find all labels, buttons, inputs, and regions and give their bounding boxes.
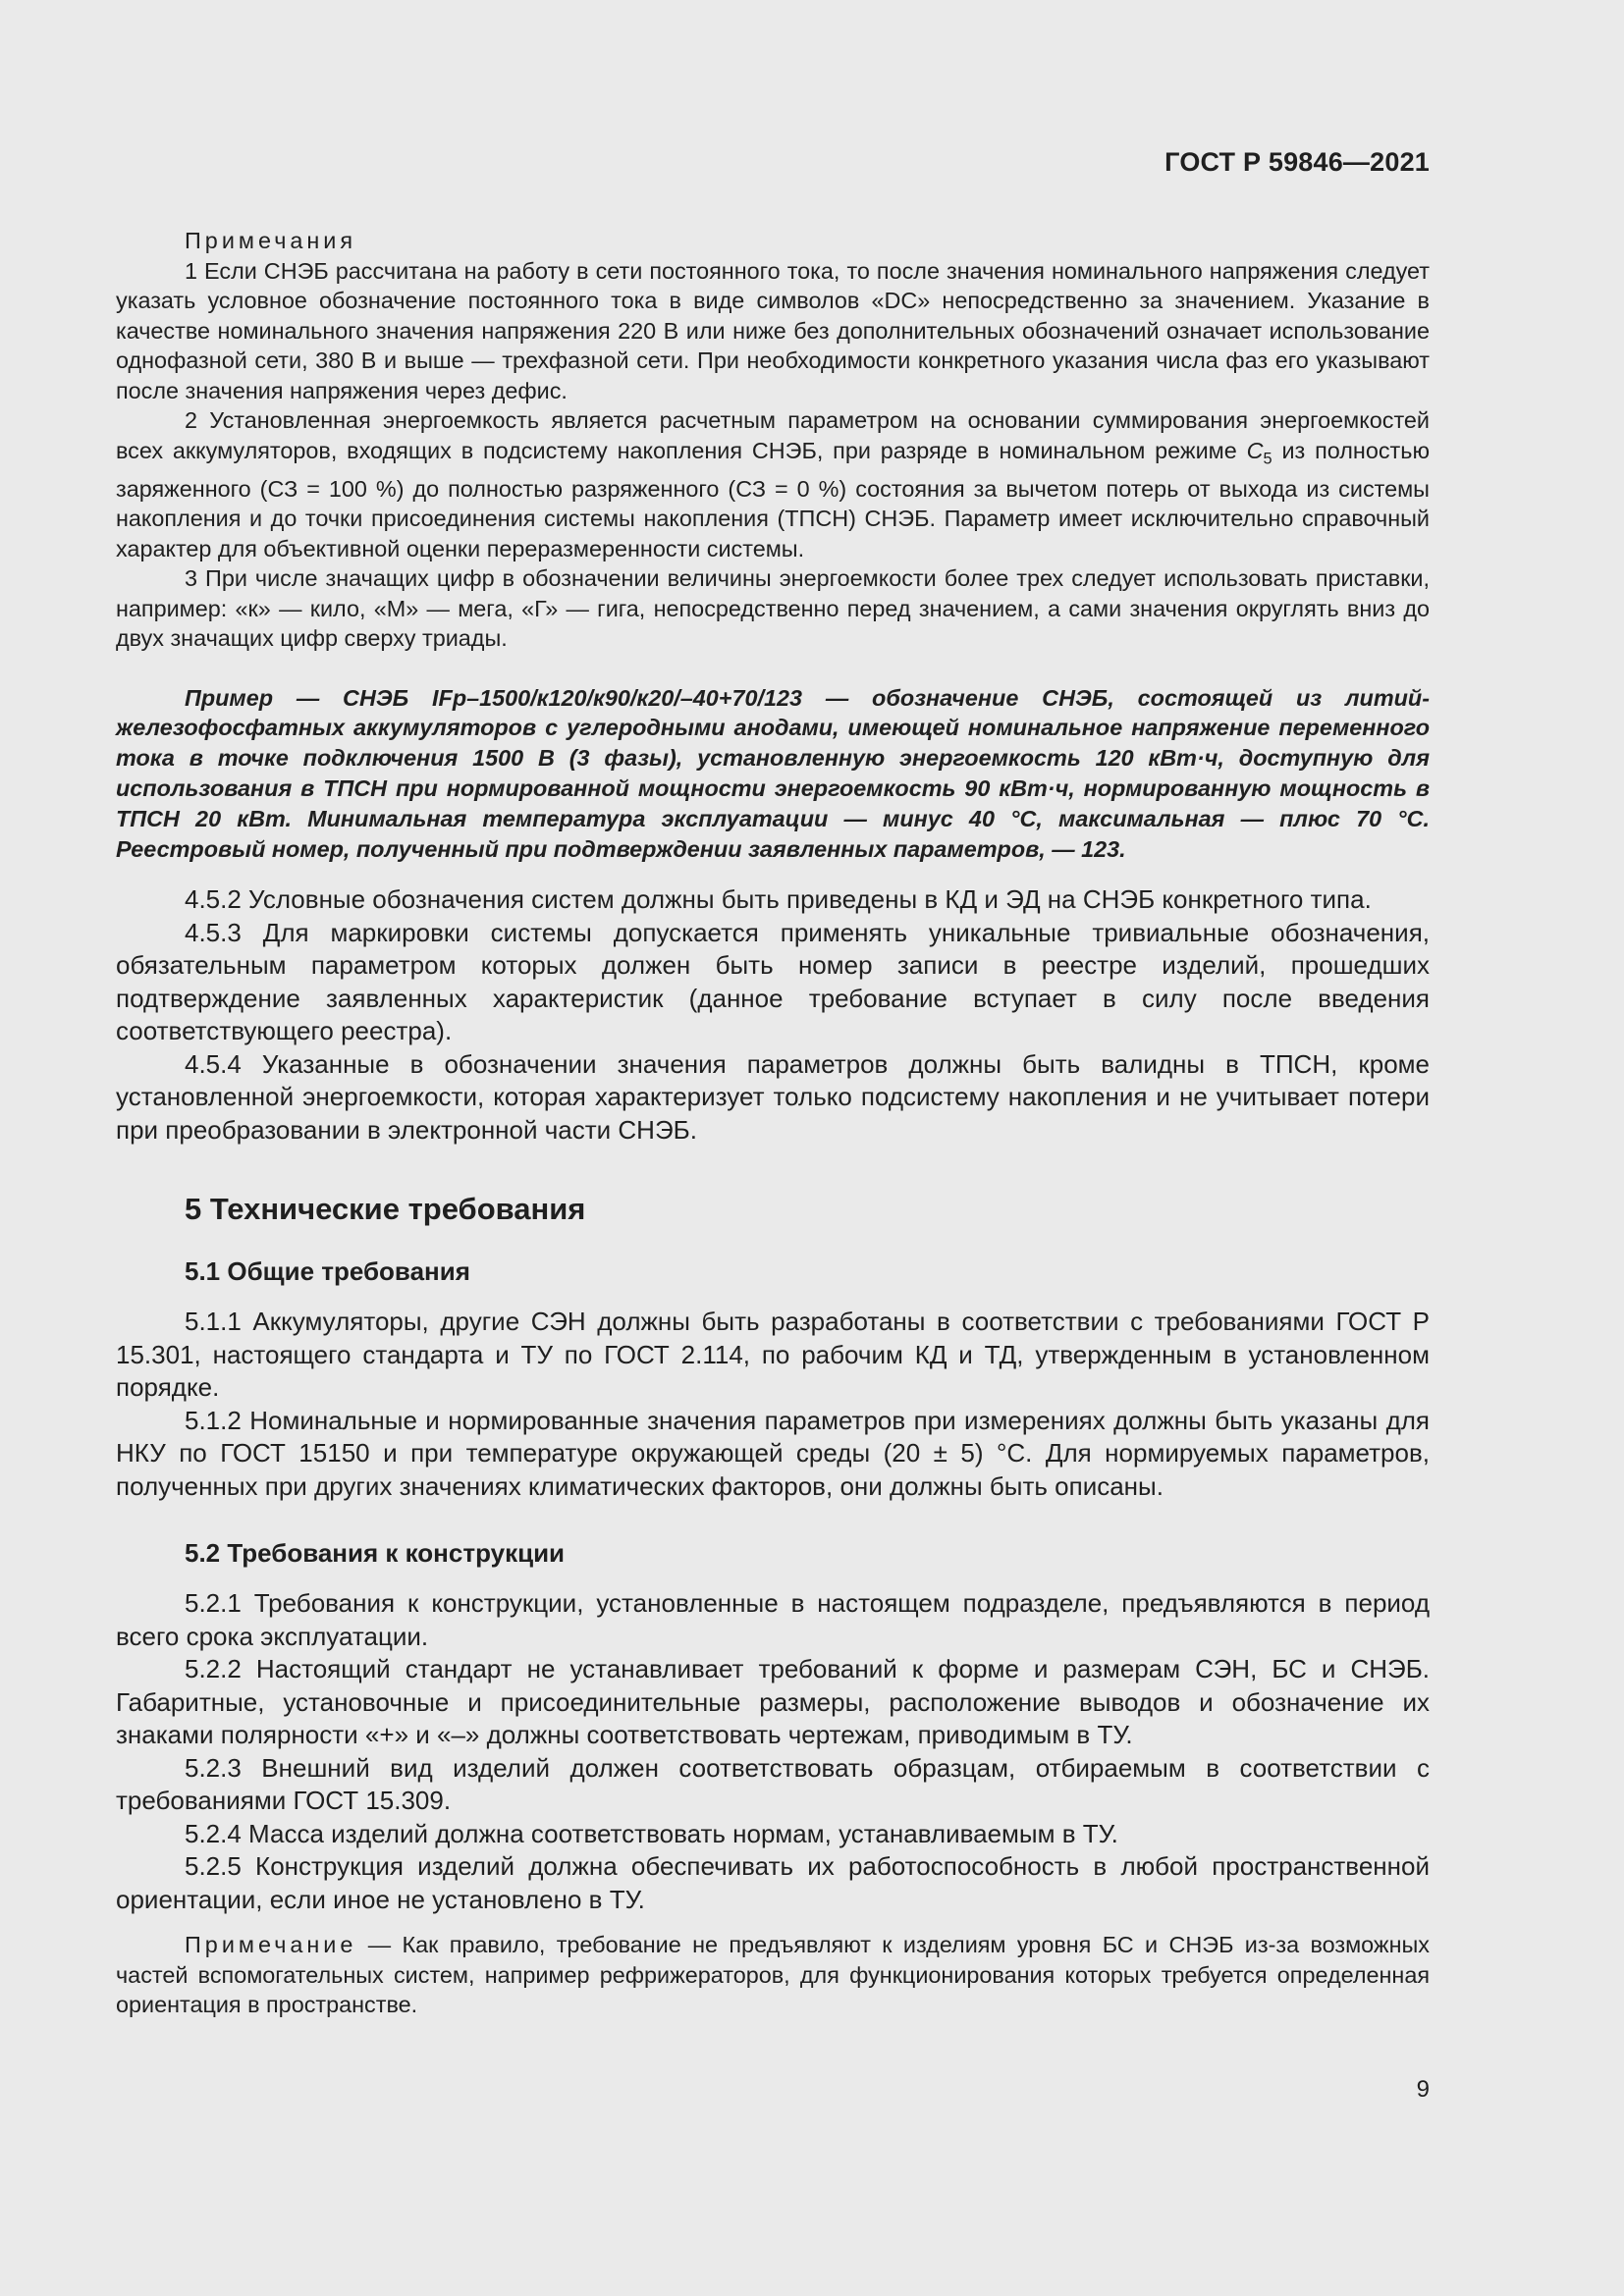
note-2-text-after: из полностью заряженного (СЗ = 100 %) до полностью разряженного (СЗ = 0 %) состояния за вычетом потерь от выхода из системы накопления и до точки присоединения системы накопления (ТПСН) СНЭБ. Параметр имеет исключительно справочный характер для объективной оценки переразмеренности системы. [116, 437, 1430, 561]
paragraph-4-5-3: 4.5.3 Для маркировки системы допускается применять уникальные тривиальные обозначения, обязательным параметром которых должен быть номер записи в реестре изделий, прошедших подтверждение заявленных характеристик (данное требование вступает в силу после введения соответствующего реестра). [116, 917, 1430, 1046]
note-1: 1 Если СНЭБ рассчитана на работу в сети постоянного тока, то после значения номинального напряжения следует указать условное обозначение постоянного тока в виде символов «DC» непосредственно за значением. Указание в качестве номинального значения напряжения 220 В или ниже без дополнительных обозначений означает использование однофазной сети, 380 В и выше — трехфазной сети. При необходимости конкретного указания числа фаз его указывают после значения напряжения через дефис. [116, 257, 1430, 403]
paragraph-5-2-5: 5.2.5 Конструкция изделий должна обеспечивать их работоспособность в любой пространственной ориентации, если иное не установлено в ТУ. [116, 1851, 1430, 1914]
subsection-5-2-heading: 5.2 Требования к конструкции [185, 1538, 566, 1569]
paragraph-5-2-4: 5.2.4 Масса изделий должна соответствовать нормам, устанавливаемым в ТУ. [185, 1818, 1118, 1848]
example-block: Пример — СНЭБ IFp–1500/к120/к90/к20/–40+70/123 — обозначение СНЭБ, состоящей из литий-железофосфатных аккумуляторов с углеродными анодами, имеющей номинальное напряжение переменного тока в точке подключения 1500 В (3 фазы), установленную энергоемкость 120 кВт·ч, доступную для использования в ТПСН при нормированной мощности энергоемкость 90 кВт·ч, нормированную мощность в ТПСН 20 кВт. Минимальная температура эксплуатации — минус 40 °С, максимальная — плюс 70 °С. Реестровый номер, полученный при подтверждении заявленных параметров, — 123. [116, 684, 1430, 862]
paragraph-4-5-4: 4.5.4 Указанные в обозначении значения параметров должны быть валидны в ТПСН, кроме установленной энергоемкости, которая характеризует только подсистему накопления и не учитывает потери при преобразовании в электронной части СНЭБ. [116, 1048, 1430, 1145]
c5-symbol: C [1246, 437, 1264, 463]
page-content [116, 226, 1430, 2020]
notes-block [116, 226, 1430, 654]
section-4-5-paragraphs [116, 883, 1430, 1147]
note-2 [116, 405, 1430, 563]
note-3: 3 При числе значащих цифр в обозначении величины энергоемкости более трех следует использовать приставки, например: «к» — кило, «М» — мега, «Г» — гига, непосредственно перед значением, а сами значения округлять вниз до двух значащих цифр сверху триады. [116, 565, 1430, 652]
paragraph-5-2-3: 5.2.3 Внешний вид изделий должен соответствовать образцам, отбираемым в соответствии с требованиями ГОСТ 15.309. [116, 1752, 1430, 1816]
note-label: Примечание [185, 1932, 357, 1958]
paragraph-5-1-2: 5.1.2 Номинальные и нормированные значения параметров при измерениях должны быть указаны для НКУ по ГОСТ 15150 и при температуре окружающей среды (20 ± 5) °С. Для нормируемых параметров, полученных при других значениях климатических факторов, они должны быть описаны. [116, 1405, 1430, 1501]
section-5-heading: 5 Технические требования [185, 1192, 586, 1227]
c5-subscript: 5 [1263, 450, 1272, 468]
notes-title: Примечания [185, 228, 357, 253]
document-header: ГОСТ Р 59846—2021 [1164, 147, 1430, 177]
section-5-2-note [116, 1930, 1430, 2020]
note-2-text-before: 2 Установленная энергоемкость является расчетным параметром на основании суммирования энергоемкостей всех аккумуляторов, входящих в подсистему накопления СНЭБ, при разряде в номинальном режиме [116, 407, 1430, 463]
note-text: — Как правило, требование не предъявляют к изделиям уровня БС и СНЭБ из-за возможных частей вспомогательных систем, например рефрижераторов, для функционирования которых требуется определенная ориентация в пространстве. [116, 1932, 1430, 2018]
page-number: 9 [1416, 2076, 1430, 2103]
paragraph-4-5-2: 4.5.2 Условные обозначения систем должны быть приведены в КД и ЭД на СНЭБ конкретного типа. [185, 884, 1372, 915]
paragraph-5-2-2: 5.2.2 Настоящий стандарт не устанавливает требований к форме и размерам СЭН, БС и СНЭБ. Габаритные, установочные и присоединительные размеры, расположение выводов и обозначение их знаками полярности «+» и «–» должны соответствовать чертежам, приводимым в ТУ. [116, 1654, 1430, 1750]
paragraph-5-1-1: 5.1.1 Аккумуляторы, другие СЭН должны быть разработаны в соответствии с требованиями ГОСТ Р 15.301, настоящего стандарта и ТУ по ГОСТ 2.114, по рабочим КД и ТД, утвержденным в установленном порядке. [116, 1307, 1430, 1403]
paragraph-5-2-1: 5.2.1 Требования к конструкции, установленные в настоящем подразделе, предъявляются в период всего срока эксплуатации. [116, 1588, 1430, 1651]
subsection-5-1-heading: 5.1 Общие требования [185, 1256, 470, 1287]
